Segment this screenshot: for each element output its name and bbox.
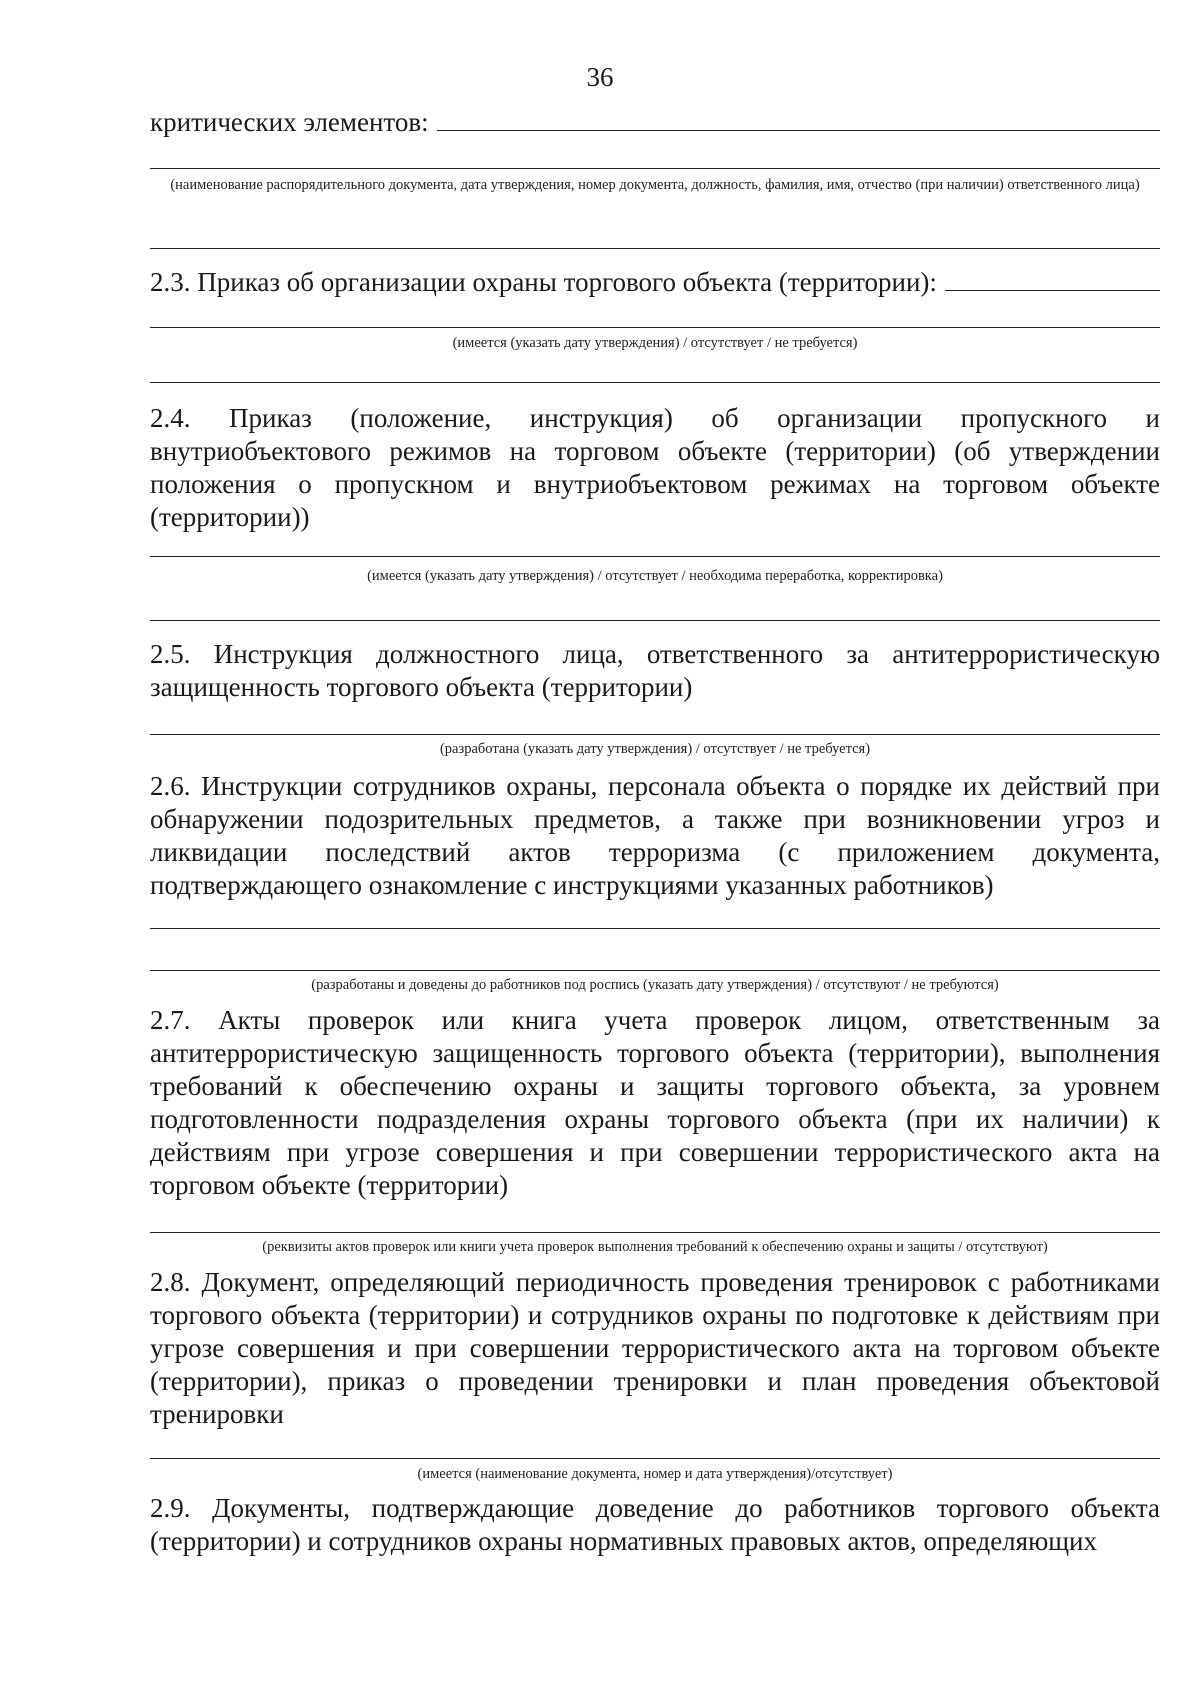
section-2-4-text: 2.4. Приказ (положение, инструкция) об организации пропускного и внутриобъектового режимов на торговом объекте (территории) (об утверждении положения о пропускном и внутриобъектовом режимах на торговом объекте (территории))	[150, 403, 1160, 532]
section-2-6	[150, 770, 1160, 902]
blank-line	[150, 970, 1160, 971]
blank-line	[150, 1458, 1160, 1459]
section-2-5-note: (разработана (указать дату утверждения) / отсутствует / не требуется)	[439, 741, 871, 757]
section-2-3	[150, 266, 1160, 299]
blank-line	[150, 382, 1160, 383]
intro-line	[150, 106, 1160, 139]
fill-line	[437, 110, 1160, 131]
page-number: 36	[586, 62, 614, 92]
blank-line	[150, 248, 1160, 249]
section-2-9	[150, 1492, 1160, 1558]
section-2-6-text: 2.6. Инструкции сотрудников охраны, персонала объекта о порядке их действий при обнаружении подозрительных предметов, а также при возникновении угроз и ликвидации последствий актов терроризма (с приложением документа, подтверждающего ознакомление с инструкциями указанных работников)	[150, 771, 1160, 900]
section-2-8-note: (имеется (наименование документа, номер и дата утверждения)/отсутствует)	[417, 1466, 893, 1482]
section-2-5-text: 2.5. Инструкция должностного лица, ответственного за антитеррористическую защищенность торгового объекта (территории)	[150, 639, 1160, 702]
blank-line	[150, 556, 1160, 557]
section-2-8	[150, 1266, 1160, 1431]
blank-line	[150, 928, 1160, 929]
section-2-3-text: 2.3. Приказ об организации охраны торгового объекта (территории):	[150, 267, 937, 297]
section-2-4-note: (имеется (указать дату утверждения) / отсутствует / необходима переработка, корректировка)	[367, 568, 943, 584]
intro-note: (наименование распорядительного документа, дата утверждения, номер документа, должность, фамилия, имя, отчество (при наличии) ответственного лица)	[170, 177, 1140, 193]
blank-line	[150, 620, 1160, 621]
section-2-6-note: (разработаны и доведены до работников под роспись (указать дату утверждения) / отсутствуют / не требуются)	[311, 977, 999, 993]
intro-text: критических элементов:	[150, 107, 429, 137]
section-2-8-text: 2.8. Документ, определяющий периодичность проведения тренировок с работниками торгового объекта (территории) и сотрудников охраны по подготовке к действиям при угрозе совершения и при совершении террористического акта на торговом объекте (территории), приказ о проведении тренировки и план проведения объектовой тренировки	[150, 1267, 1160, 1429]
section-2-7-note: (реквизиты актов проверок или книги учета проверок выполнения требований к обеспечению охраны и защиты / отсутствуют)	[262, 1239, 1048, 1255]
section-2-9-text: 2.9. Документы, подтверждающие доведение до работников торгового объекта (территории) и сотрудников охраны нормативных правовых актов, определяющих	[150, 1493, 1160, 1556]
section-2-7	[150, 1004, 1160, 1202]
section-2-7-text: 2.7. Акты проверок или книга учета проверок лицом, ответственным за антитеррористическую защищенность торгового объекта (территории), выполнения требований к обеспечению охраны и защиты торгового объекта, за уровнем подготовленности подразделения охраны торгового объекта (при их наличии) к действиям при угрозе совершения и при совершении террористического акта на торговом объекте (территории)	[150, 1005, 1160, 1200]
blank-line	[150, 734, 1160, 735]
section-2-5	[150, 638, 1160, 704]
blank-line	[150, 327, 1160, 328]
fill-line	[945, 270, 1160, 291]
section-2-3-note: (имеется (указать дату утверждения) / отсутствует / не требуется)	[452, 335, 858, 351]
blank-line	[150, 1232, 1160, 1233]
section-2-4	[150, 402, 1160, 534]
blank-line	[150, 168, 1160, 169]
